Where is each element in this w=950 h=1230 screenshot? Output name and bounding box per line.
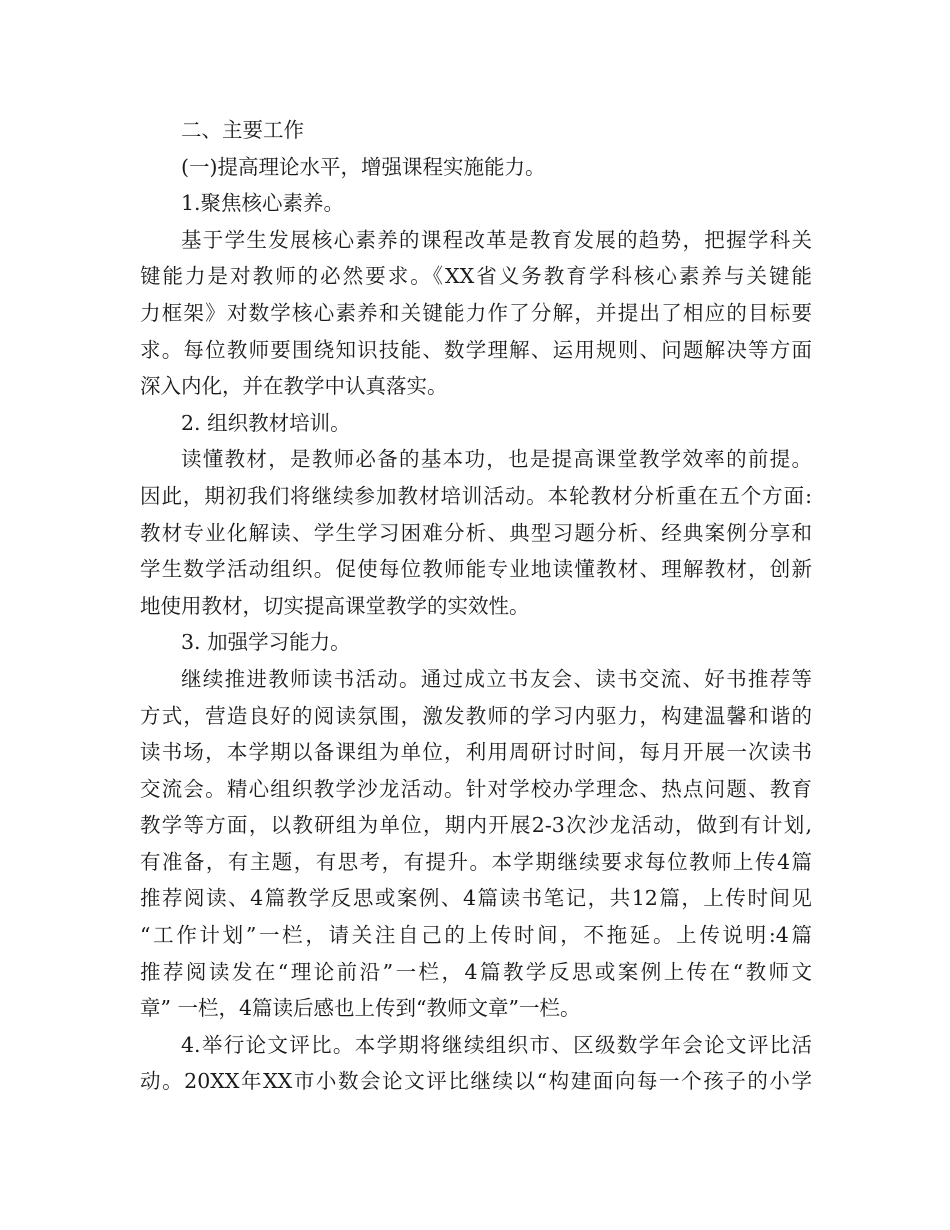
document-body <box>140 112 812 1100</box>
text-line: 1.聚焦核心素养。 <box>181 191 345 216</box>
text-line: 基于学生发展核心素养的课程改革是教育发展的趋势，把握学科关 <box>181 227 812 252</box>
text-line: 地使用教材，切实提高课堂教学的实效性。 <box>140 593 530 618</box>
text-line: 教学等方面，以教研组为单位，期内开展2-3次沙龙活动，做到有计划, <box>140 813 812 838</box>
text-line: 推荐阅读、4篇教学反思或案例、4篇读书笔记，共12篇，上传时间见 <box>140 886 812 911</box>
text-line: 深入内化，并在教学中认真落实。 <box>140 374 448 399</box>
text-line: 求。每位教师要围绕知识技能、数学理解、运用规则、问题解决等方面 <box>140 337 812 362</box>
text-line: (一)提高理论水平，增强课程实施能力。 <box>181 154 546 179</box>
text-line: 推荐阅读发在“理论前沿”一栏，4篇教学反思或案例上传在“教师文 <box>140 959 812 984</box>
text-line: 交流会。精心组织教学沙龙活动。针对学校办学理念、热点问题、教育 <box>140 776 812 801</box>
text-line: “工作计划”一栏，请关注自己的上传时间，不拖延。上传说明:4篇 <box>140 923 812 948</box>
text-line: 3. 加强学习能力。 <box>181 630 351 655</box>
text-line: 教材专业化解读、学生学习困难分析、典型习题分析、经典案例分享和 <box>140 520 812 545</box>
text-line: 章” 一栏，4篇读后感也上传到“教师文章”一栏。 <box>140 996 581 1021</box>
text-line: 动。20XX年XX市小数会论文评比继续以“构建面向每一个孩子的小学 <box>140 1069 812 1094</box>
text-line: 4.举行论文评比。本学期将继续组织市、区级数学年会论文评比活 <box>181 1032 812 1057</box>
text-line: 因此，期初我们将继续参加教材培训活动。本轮教材分析重在五个方面: <box>140 483 812 508</box>
text-line: 读书场，本学期以备课组为单位，利用周研讨时间，每月开展一次读书 <box>140 740 812 765</box>
text-line: 力框架》对数学核心素养和关键能力作了分解，并提出了相应的目标要 <box>140 300 812 325</box>
text-line: 2. 组织教材培训。 <box>181 410 351 435</box>
text-line: 读懂教材，是教师必备的基本功，也是提高课堂教学效率的前提。 <box>181 447 812 472</box>
text-line: 有准备，有主题，有思考，有提升。本学期继续要求每位教师上传4篇 <box>140 849 812 874</box>
text-line: 学生数学活动组织。促使每位教师能专业地读懂教材、理解教材，创新 <box>140 557 812 582</box>
text-line: 键能力是对教师的必然要求。《XX省义务教育学科核心素养与关键能 <box>140 264 812 289</box>
text-line: 方式，营造良好的阅读氛围，激发教师的学习内驱力，构建温馨和谐的 <box>140 703 812 728</box>
text-line: 继续推进教师读书活动。通过成立书友会、读书交流、好书推荐等 <box>181 666 812 691</box>
text-line: 二、主要工作 <box>181 118 304 142</box>
